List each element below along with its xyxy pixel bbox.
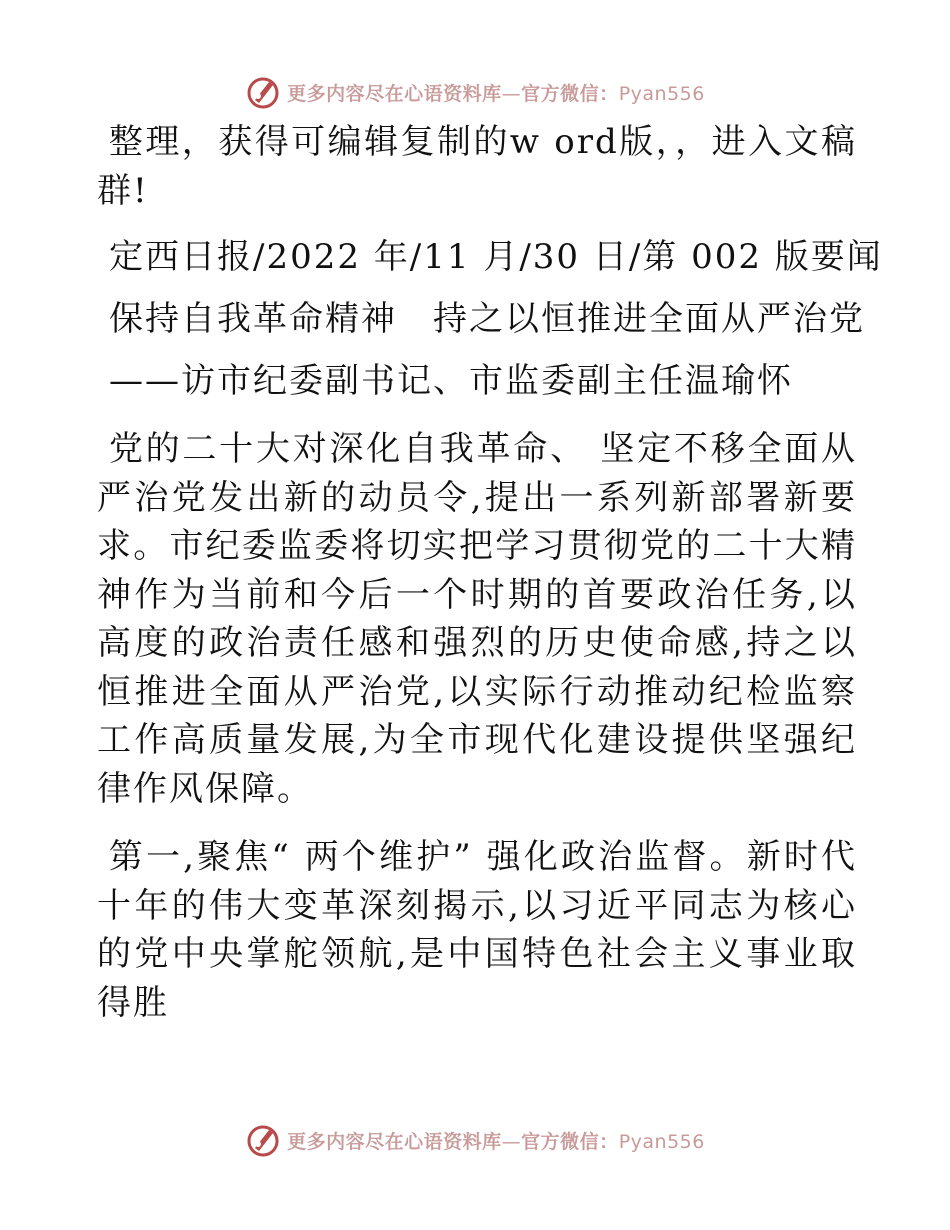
footer-banner [0,1118,950,1162]
banner-dash: — [501,1130,522,1153]
header-banner [0,70,950,114]
paragraph: 党的二十大对深化自我革命、 坚定不移全面从严治党发出新的动员令,提出一系列新部署新要求。市纪委监委将切实把学习贯彻党的二十大精神作为当前和今后一个时期的首要政治任务,以高度的政治责任感和强烈的历史使命感,持之以恒推进全面从严治党,以实际行动推动纪检监察工作高质量发展,为全市现代化建设提供坚强纪律作风保障。 [97,429,857,809]
source-line: 定西日报/2022 年/11 月/30 日/第 002 版要闻 [109,237,883,277]
banner-site-name: 更多内容尽在心语资料库 [287,82,502,105]
logo-icon [245,74,281,110]
banner-wechat-label: 官方微信： [521,1130,619,1153]
banner-wechat-id: Pyan556 [618,82,705,105]
banner-text [287,1127,705,1154]
intro-text: 整理，获得可编辑复制的w ord版，，进入文稿群! [97,122,857,211]
banner-dash: — [501,82,522,105]
article-subtitle: ——访市纪委副书记、市监委副主任温瑜怀 [109,361,793,401]
paragraph: 第一,聚焦“ 两个维护” 强化政治监督。新时代十年的伟大变革深刻揭示,以习近平同志为核心的党中央掌舵领航,是中国特色社会主义事业取得胜 [97,837,857,1023]
article-title: 保持自我革命精神 持之以恒推进全面从严治党 [109,299,865,339]
banner-wechat-label: 官方微信： [521,82,619,105]
logo-icon [245,1122,281,1158]
banner-site-name: 更多内容尽在心语资料库 [287,1130,502,1153]
document-body [97,118,883,1027]
banner-wechat-id: Pyan556 [618,1130,705,1153]
banner-text [287,79,705,106]
